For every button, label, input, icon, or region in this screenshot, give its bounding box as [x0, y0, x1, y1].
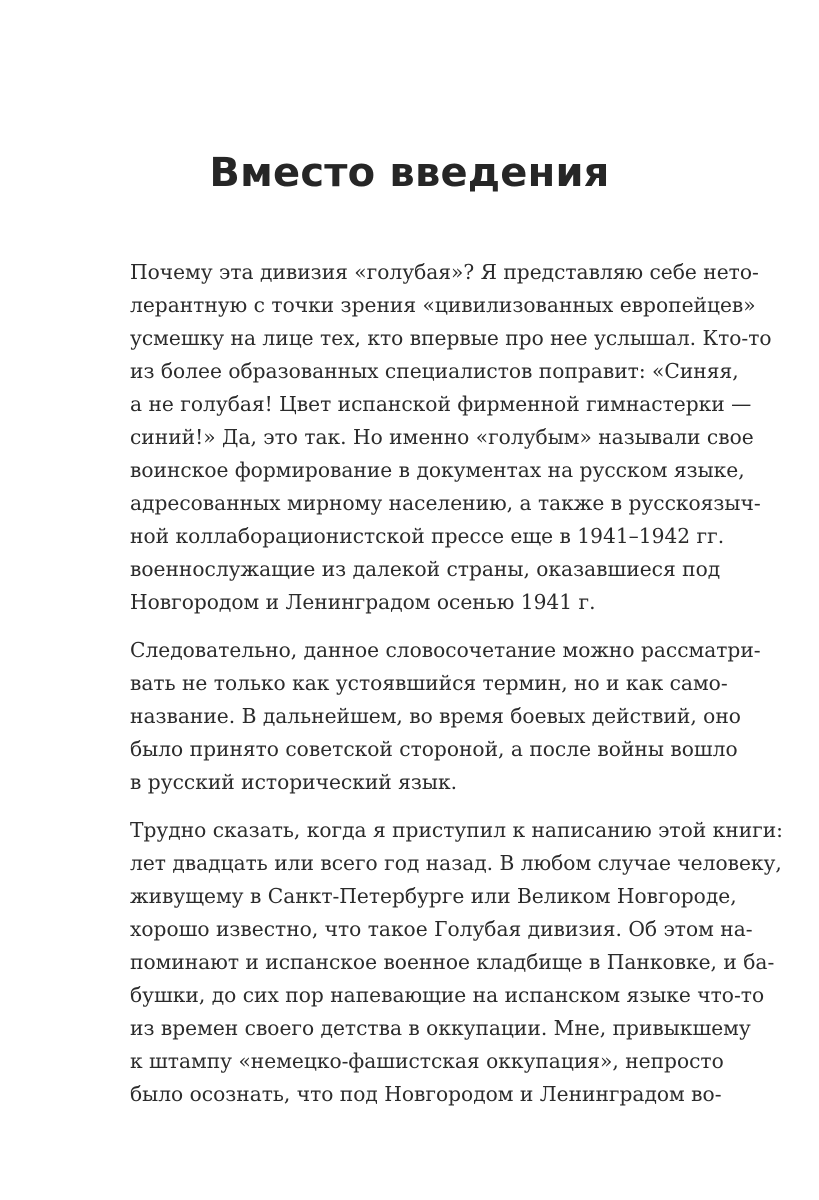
text-line: из более образованных специалистов поправит: «Синяя, [130, 359, 739, 383]
text-line: вать не только как устоявшийся термин, но и как само- [130, 671, 728, 695]
text-line: живущему в Санкт-Петербурге или Великом Новгороде, [130, 884, 737, 908]
text-line: усмешку на лице тех, кто впервые про нее услышал. Кто-то [130, 326, 772, 350]
text-line: Почему эта дивизия «голубая»? Я представляю себе нето- [130, 260, 759, 284]
text-line: военнослужащие из далекой страны, оказавшиеся под [130, 557, 721, 581]
paragraph-2 [130, 634, 761, 799]
text-line: поминают и испанское военное кладбище в Панковке, и ба- [130, 950, 775, 974]
text-line: лерантную с точки зрения «цивилизованных европейцев» [130, 293, 756, 317]
paragraph-1 [130, 256, 772, 619]
chapter-body [130, 256, 783, 1126]
text-line: Следовательно, данное словосочетание можно рассматри- [130, 638, 761, 662]
text-line: из времен своего детства в оккупации. Мне, привыкшему [130, 1016, 751, 1040]
text-line: было осознать, что под Новгородом и Ленинградом во- [130, 1082, 722, 1106]
paragraph-3 [130, 814, 783, 1111]
text-line: синий!» Да, это так. Но именно «голубым» называли свое [130, 425, 754, 449]
text-line: а не голубая! Цвет испанской фирменной гимнастерки — [130, 392, 752, 416]
text-line: название. В дальнейшем, во время боевых действий, оно [130, 704, 741, 728]
text-line: в русский исторический язык. [130, 770, 457, 794]
text-line: ной коллаборационистской прессе еще в 1941–1942 гг. [130, 524, 725, 548]
text-line: хорошо известно, что такое Голубая дивизия. Об этом на- [130, 917, 753, 941]
text-line: бушки, до сих пор напевающие на испанском языке что-то [130, 983, 765, 1007]
text-line: воинское формирование в документах на русском языке, [130, 458, 745, 482]
text-line: к штампу «немецко-фашистская оккупация», непросто [130, 1049, 724, 1073]
text-line: лет двадцать или всего год назад. В любом случае человеку, [130, 851, 782, 875]
text-line: Трудно сказать, когда я приступил к написанию этой книги: [130, 818, 783, 842]
chapter-title: Вместо введения [209, 150, 610, 196]
text-line: Новгородом и Ленинградом осенью 1941 г. [130, 590, 596, 614]
text-line: было принято советской стороной, а после войны вошло [130, 737, 738, 761]
text-line: адресованных мирному населению, а также в русскоязыч- [130, 491, 761, 515]
